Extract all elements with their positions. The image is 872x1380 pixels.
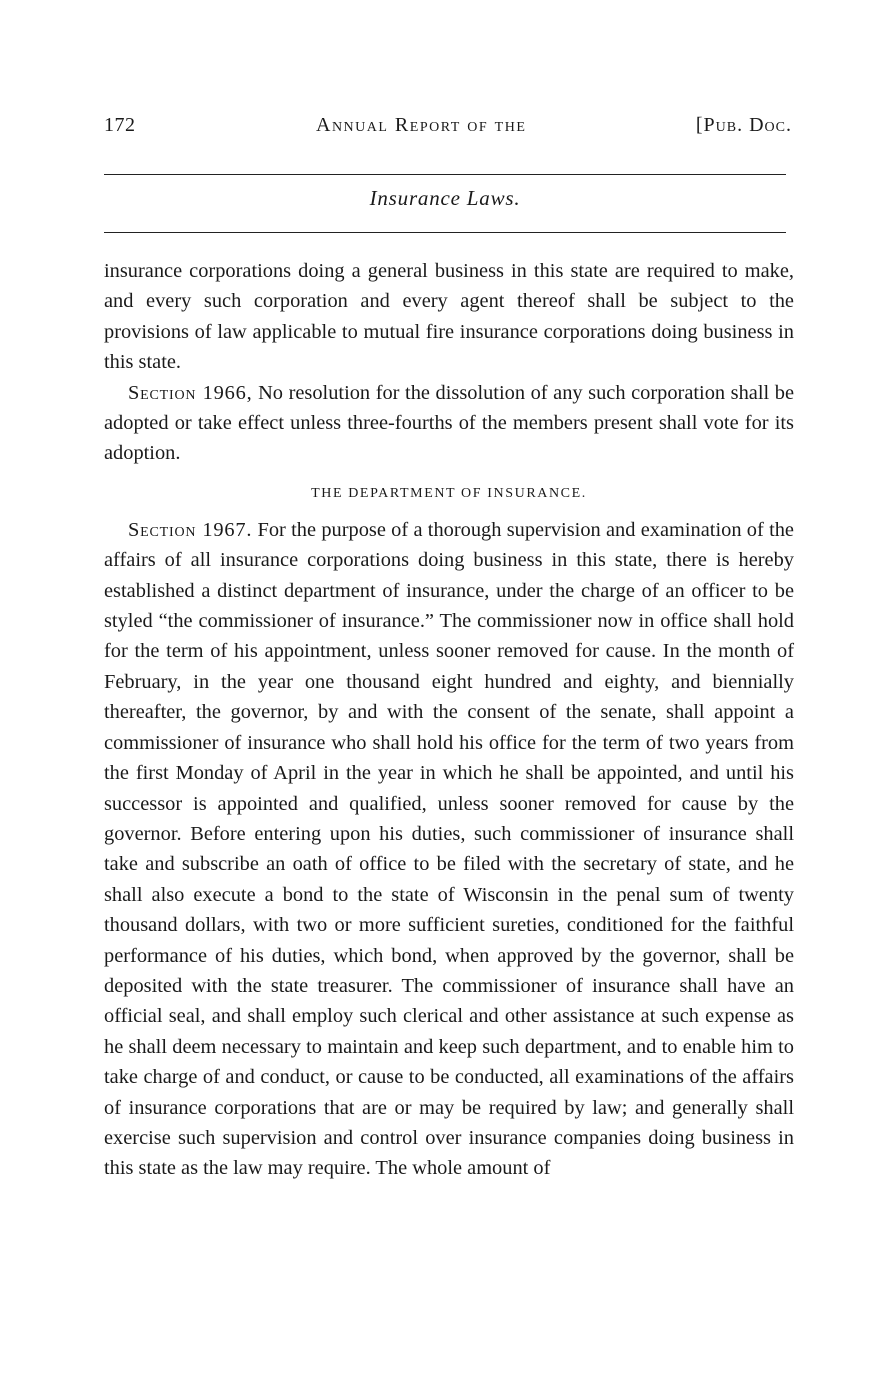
body-text <box>104 256 794 1184</box>
report-title: Annual Report of the <box>316 114 527 136</box>
section-1966-text: No resolution for the dissolution of any such corporation shall be adopted or take effect unless three-fourths of the members present shall vote for its adoption. <box>104 381 794 465</box>
section-title: Insurance Laws. <box>369 186 521 210</box>
running-header <box>104 114 792 142</box>
section-1966-label: Section 1966, <box>128 381 253 404</box>
header-rule-top <box>104 174 786 175</box>
page-number: 172 <box>104 114 136 136</box>
document-reference: [Pub. Doc. <box>695 114 792 136</box>
section-1967-text: For the purpose of a thorough supervision and examination of the affairs of all insurance corporations doing business in this state, there is hereby established a distinct department of insurance, under the charge of an officer to be styled “the commissioner of insurance.” The commissioner now in office shall hold for the term of his appointment, unless sooner removed for cause. In the month of February, in the year one thousand eight hundred and eighty, and biennially thereafter, the governor, by and with the consent of the senate, shall appoint a commissioner of insurance who shall hold his office for the term of two years from the first Monday of April in the year in which he shall be appointed, and until his successor is appointed and qualified, unless sooner removed for cause by the governor. Before entering upon his duties, such commissioner of insurance shall take and subscribe an oath of office to be filed with the secretary of state, and he shall also execute a bond to the state of Wisconsin in the penal sum of twenty thousand dollars, with two or more sufficient sureties, conditioned for the faithful performance of his duties, which bond, when approved by the governor, shall be deposited with the state treasurer. The commissioner of insurance shall have an official seal, and shall employ such clerical and other assistance at such expense as he shall deem necessary to maintain and keep such department, and to enable him to take charge of and conduct, or cause to be conducted, all examinations of the affairs of insurance corporations that are or may be required by law; and generally shall exercise such supervision and control over insurance companies doing business in this state as the law may require. The whole amount of <box>104 518 794 1180</box>
paragraph-section-1967 <box>104 515 794 1184</box>
paragraph-continuation: insurance corporations doing a general business in this state are required to make, and every such corporation and every agent thereof shall be subject to the provisions of law applicable to mutual fire insurance corporations doing business in this state. <box>104 260 794 374</box>
subheading-department-of-insurance: THE DEPARTMENT OF INSURANCE. <box>311 485 587 501</box>
header-rule-bottom <box>104 232 786 233</box>
paragraph-section-1966 <box>104 378 794 469</box>
section-1967-label: Section 1967. <box>128 518 253 541</box>
